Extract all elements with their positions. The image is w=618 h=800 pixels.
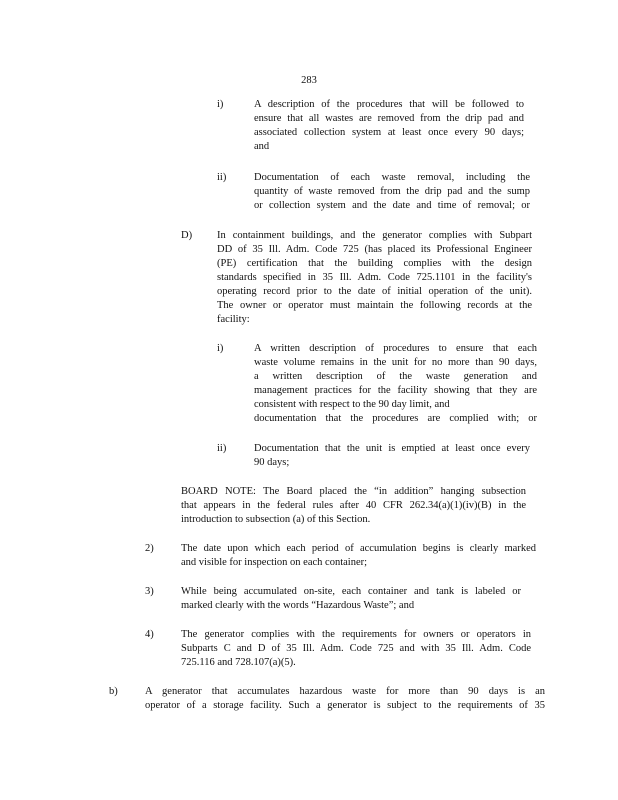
text-line: marked clearly with the words “Hazardous Waste”; and (181, 600, 415, 611)
item-ii-drip-pad-text (254, 171, 530, 213)
text-line: operator of a storage facility. Such a generator is subject to the requirements of 35 (145, 700, 545, 711)
text-line: 725.116 and 728.107(a)(5). (181, 657, 296, 668)
item-label-b: b) (109, 686, 118, 697)
item-label-ii: ii) (217, 443, 227, 454)
item-2-text (181, 542, 536, 570)
text-line: a written description of the waste generation and (254, 371, 537, 382)
text-line: A description of the procedures that will be followed to (254, 99, 524, 110)
text-line: introduction to subsection (a) of this Section. (181, 514, 371, 525)
item-label-i: i) (217, 343, 224, 354)
item-label-i: i) (217, 99, 224, 110)
text-line: documentation that the procedures are complied with; or (254, 413, 537, 424)
item-i-containment-text (254, 342, 537, 426)
item-label-3: 3) (145, 586, 154, 597)
page-number: 283 (301, 75, 317, 86)
text-line: 90 days; (254, 457, 290, 468)
item-b-text (145, 685, 545, 713)
text-line: While being accumulated on-site, each container and tank is labeled or (181, 586, 521, 597)
text-line: management practices for the facility showing that they are (254, 385, 537, 396)
text-line: In containment buildings, and the generator complies with Subpart (217, 230, 532, 241)
board-note (181, 485, 526, 527)
item-ii-containment-text (254, 442, 530, 470)
text-line: standards specified in 35 Ill. Adm. Code 725.1101 in the facility's (217, 272, 532, 283)
text-line: DD of 35 Ill. Adm. Code 725 (has placed its Professional Engineer (217, 244, 532, 255)
item-3-text (181, 585, 521, 613)
text-line: quantity of waste removed from the drip pad and the sump (254, 186, 530, 197)
text-line: The owner or operator must maintain the following records at the (217, 300, 532, 311)
text-line: Documentation of each waste removal, including the (254, 172, 530, 183)
text-line: and (254, 141, 270, 152)
item-label-ii: ii) (217, 172, 227, 183)
text-line: BOARD NOTE: The Board placed the “in addition” hanging subsection (181, 486, 526, 497)
text-line: Documentation that the unit is emptied at least once every (254, 443, 530, 454)
text-line: operating record prior to the date of initial operation of the unit). (217, 286, 532, 297)
text-line: and visible for inspection on each container; (181, 557, 368, 568)
text-line: facility: (217, 314, 250, 325)
item-label-4: 4) (145, 629, 154, 640)
item-label-d: D) (181, 230, 193, 241)
text-line: A generator that accumulates hazardous waste for more than 90 days is an (145, 686, 545, 697)
text-line: that appears in the federal rules after 40 CFR 262.34(a)(1)(iv)(B) in the (181, 500, 526, 511)
text-line: consistent with respect to the 90 day limit, and (254, 399, 450, 410)
text-line: waste volume remains in the unit for no more than 90 days, (254, 357, 537, 368)
item-label-2: 2) (145, 543, 154, 554)
item-4-text (181, 628, 531, 670)
text-line: (PE) certification that the building complies with the design (217, 258, 532, 269)
item-i-drip-pad-text (254, 98, 524, 154)
text-line: Subparts C and D of 35 Ill. Adm. Code 725 and with 35 Ill. Adm. Code (181, 643, 531, 654)
item-d-containment-text (217, 229, 532, 327)
text-line: ensure that all wastes are removed from the drip pad and (254, 113, 524, 124)
text-line: A written description of procedures to ensure that each (254, 343, 537, 354)
text-line: associated collection system at least once every 90 days; (254, 127, 524, 138)
text-line: The date upon which each period of accumulation begins is clearly marked (181, 543, 536, 554)
text-line: or collection system and the date and time of removal; or (254, 200, 530, 211)
text-line: The generator complies with the requirements for owners or operators in (181, 629, 531, 640)
